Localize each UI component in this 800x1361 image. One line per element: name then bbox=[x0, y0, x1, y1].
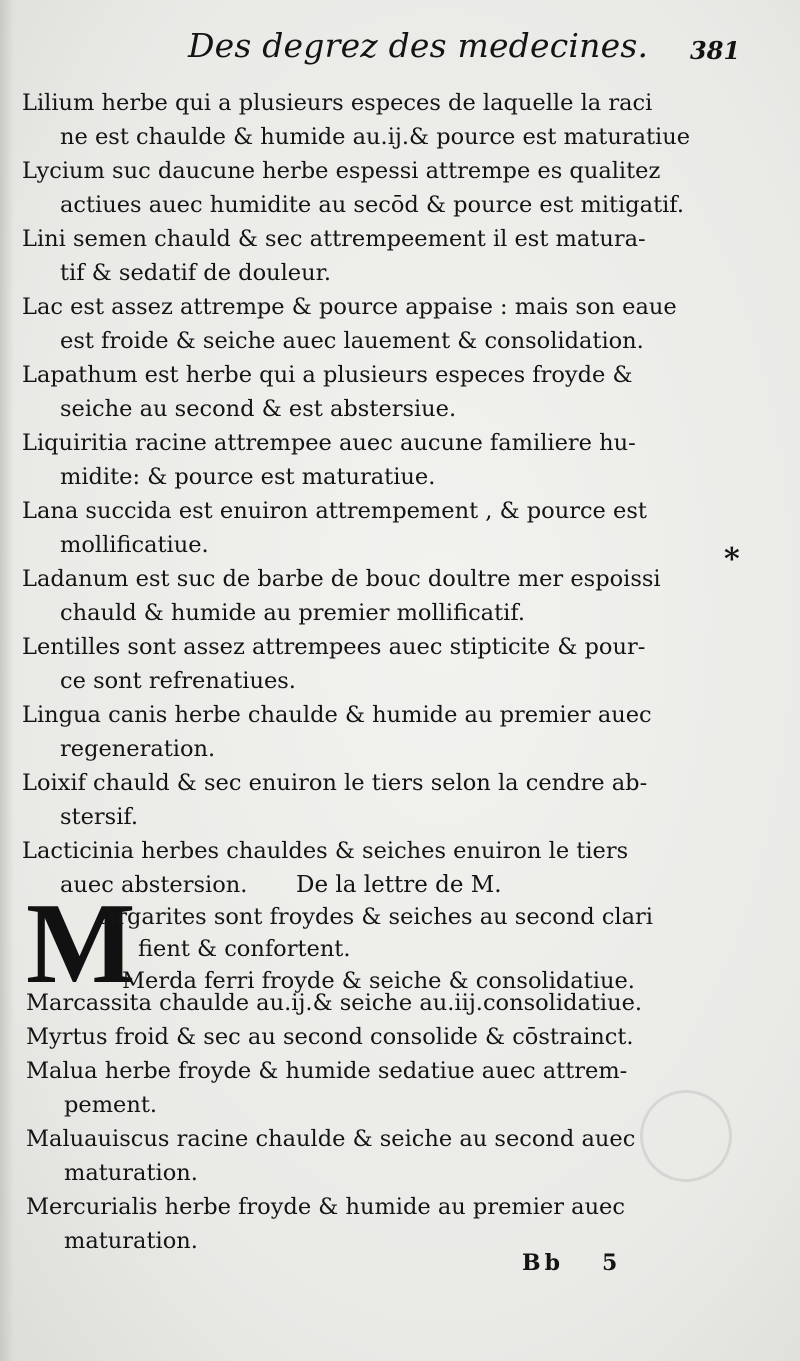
entry bbox=[22, 426, 722, 494]
entry-first-line: Myrtus froid & sec au second consolide & cōstrainct. bbox=[26, 1024, 634, 1050]
entry bbox=[22, 86, 722, 154]
section-heading: De la lettre de M. bbox=[296, 872, 502, 898]
entry-continuation-line: maturation. bbox=[64, 1228, 198, 1254]
entry-continuation-line: pement. bbox=[64, 1092, 158, 1118]
entry bbox=[22, 222, 722, 290]
entry-continuation-line: est froide & seiche auec lauement & consolidation. bbox=[60, 328, 644, 354]
signature-mark: Bb bbox=[522, 1250, 564, 1276]
entry-continuation-line: regeneration. bbox=[60, 736, 216, 762]
entry-first-line: Loixif chauld & sec enuiron le tiers selon la cendre ab- bbox=[22, 770, 648, 796]
entry bbox=[26, 986, 726, 1020]
entry-continuation-line: auec abstersion. bbox=[60, 872, 248, 898]
entry-first-line: Lilium herbe qui a plusieurs especes de laquelle la raci bbox=[22, 90, 653, 116]
margin-asterisk: * bbox=[724, 542, 740, 577]
entry bbox=[22, 562, 722, 630]
entry-first-line: Ladanum est suc de barbe de bouc doultre mer espoissi bbox=[22, 566, 661, 592]
entry-first-line: Lingua canis herbe chaulde & humide au premier auec bbox=[22, 702, 652, 728]
entry-continuation-line: ce sont refrenatiues. bbox=[60, 668, 296, 694]
entry-first-line: Lini semen chauld & sec attrempeement il est matura- bbox=[22, 226, 646, 252]
entry bbox=[22, 494, 722, 562]
initial-line-2: fient & confortent. bbox=[138, 936, 351, 962]
entry-continuation-line: stersif. bbox=[60, 804, 139, 830]
entry-first-line: Marcassita chaulde au.ij.& seiche au.iij.consolidatiue. bbox=[26, 990, 643, 1016]
entry-first-line: Malua herbe froyde & humide sedatiue auec attrem- bbox=[26, 1058, 628, 1084]
signature-number: 5 bbox=[602, 1250, 618, 1276]
entry-first-line: Lycium suc daucune herbe espessi attrempe es qualitez bbox=[22, 158, 661, 184]
entry bbox=[22, 630, 722, 698]
entry-first-line: Liquiritia racine attrempee auec aucune familiere hu- bbox=[22, 430, 636, 456]
entry-first-line: Lacticinia herbes chauldes & seiches enuiron le tiers bbox=[22, 838, 629, 864]
entry-continuation-line: seiche au second & est abstersiue. bbox=[60, 396, 457, 422]
entry bbox=[22, 698, 722, 766]
entry-continuation-line: actiues auec humidite au secōd & pource est mitigatif. bbox=[60, 192, 684, 218]
entry-continuation-line: chauld & humide au premier mollificatif. bbox=[60, 600, 526, 626]
page-footer bbox=[0, 1250, 800, 1284]
letter-m-entries bbox=[26, 986, 726, 1258]
folio-number: 381 bbox=[690, 36, 741, 65]
page-header bbox=[0, 22, 800, 72]
initial-line-1: Argarites sont froydes & seiches au second clari bbox=[100, 904, 653, 930]
letter-l-entries bbox=[22, 86, 722, 902]
entry-first-line: Mercurialis herbe froyde & humide au premier auec bbox=[26, 1194, 625, 1220]
entry bbox=[26, 1054, 726, 1122]
running-title: Des degrez des medecines. bbox=[188, 26, 649, 65]
entry-continuation-line: tif & sedatif de douleur. bbox=[60, 260, 332, 286]
entry bbox=[22, 358, 722, 426]
entry-continuation-line: maturation. bbox=[64, 1160, 198, 1186]
bleed-through-circle bbox=[640, 1090, 732, 1182]
initial-line-3: Merda ferri froyde & seiche & consolidatiue. bbox=[122, 968, 635, 994]
entry bbox=[22, 154, 722, 222]
entry-first-line: Lana succida est enuiron attrempement , & pource est bbox=[22, 498, 647, 524]
entry-first-line: Lac est assez attrempe & pource appaise : mais son eaue bbox=[22, 294, 677, 320]
entry bbox=[22, 766, 722, 834]
entry bbox=[26, 1190, 726, 1258]
entry-continuation-line: mollificatiue. bbox=[60, 532, 209, 558]
entry-first-line: Lapathum est herbe qui a plusieurs especes froyde & bbox=[22, 362, 633, 388]
entry bbox=[26, 1122, 726, 1190]
entry bbox=[26, 1020, 726, 1054]
entry-first-line: Lentilles sont assez attrempees auec stipticite & pour- bbox=[22, 634, 646, 660]
entry-continuation-line: ne est chaulde & humide au.ij.& pource est maturatiue bbox=[60, 124, 691, 150]
entry-first-line: Maluauiscus racine chaulde & seiche au second auec bbox=[26, 1126, 636, 1152]
entry bbox=[22, 290, 722, 358]
entry-continuation-line: midite: & pource est maturatiue. bbox=[60, 464, 436, 490]
drop-cap-initial: M bbox=[26, 880, 136, 1008]
